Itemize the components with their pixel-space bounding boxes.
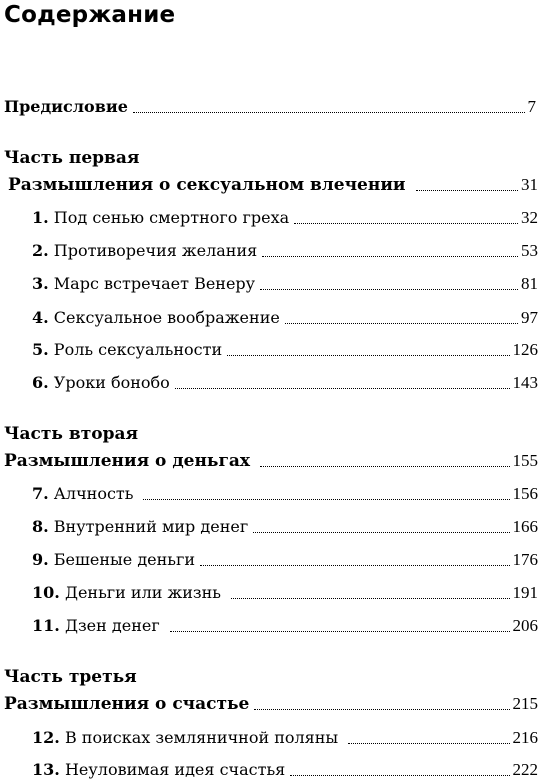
page-number: 156: [512, 484, 538, 503]
dot-leader: [170, 630, 510, 632]
chapter-number: 7.: [32, 484, 49, 503]
dot-leader: [290, 774, 509, 776]
entry-title: [32, 616, 160, 635]
page-number: 32: [521, 208, 538, 227]
entry-title: [32, 484, 133, 503]
dot-leader: [175, 387, 510, 389]
chapter-number: 3.: [32, 274, 49, 293]
dot-leader: [260, 288, 518, 290]
toc-entry-chapter[interactable]: [0, 616, 544, 638]
chapter-number: 9.: [32, 550, 49, 569]
toc-entry-part[interactable]: [0, 175, 544, 197]
dot-leader: [227, 354, 509, 356]
entry-title: [32, 583, 221, 602]
dot-leader: [294, 222, 518, 224]
part-heading: Часть вторая: [4, 424, 139, 444]
toc-entry-chapter[interactable]: [0, 241, 544, 263]
toc-entry-chapter[interactable]: [0, 308, 544, 330]
page-number: 166: [512, 517, 538, 536]
dot-leader: [348, 742, 509, 744]
entry-title: [32, 373, 170, 392]
chapter-title: Внутренний мир денег: [53, 517, 249, 536]
chapter-title: Дзен денег: [64, 616, 160, 635]
entry-title: Размышления о счастье: [4, 694, 250, 714]
chapter-title: Деньги или жизнь: [64, 583, 221, 602]
toc-entry-part[interactable]: [0, 694, 544, 716]
entry-title: [32, 208, 289, 227]
page-number: 215: [512, 694, 538, 713]
page-title: Содержание: [4, 2, 176, 28]
toc-entry-part[interactable]: [0, 451, 544, 473]
page-number: 176: [512, 550, 538, 569]
chapter-number: 6.: [32, 373, 49, 392]
dot-leader: [200, 564, 509, 566]
dot-leader: [416, 189, 518, 191]
entry-title: [32, 550, 195, 569]
chapter-number: 1.: [32, 208, 49, 227]
page-number: 216: [512, 728, 538, 747]
toc-entry-chapter[interactable]: [0, 517, 544, 539]
chapter-number: 12.: [32, 728, 60, 747]
chapter-title: Под сенью смертного греха: [53, 208, 290, 227]
toc-entry-chapter[interactable]: [0, 550, 544, 572]
dot-leader: [262, 255, 518, 257]
page-number: 7: [527, 97, 536, 116]
toc-entry-chapter[interactable]: [0, 208, 544, 230]
dot-leader: [133, 111, 525, 113]
dot-leader: [231, 597, 510, 599]
entry-title: [32, 274, 255, 293]
page-number: 206: [512, 616, 538, 635]
part-heading: Часть первая: [4, 148, 140, 168]
entry-title: [32, 241, 257, 260]
dot-leader: [260, 465, 509, 467]
chapter-number: 4.: [32, 308, 49, 327]
chapter-number: 8.: [32, 517, 49, 536]
entry-title: Размышления о деньгах: [4, 451, 251, 471]
page-number: 81: [521, 274, 538, 293]
chapter-number: 2.: [32, 241, 49, 260]
entry-title: [32, 340, 222, 359]
dot-leader: [285, 322, 518, 324]
entry-title: [32, 517, 248, 536]
chapter-title: Бешеные деньги: [53, 550, 196, 569]
chapter-title: Уроки бонобо: [53, 373, 170, 392]
chapter-title: Неуловимая идея счастья: [64, 760, 286, 779]
page-number: 53: [521, 241, 538, 260]
toc-entry-chapter[interactable]: [0, 274, 544, 296]
entry-title: [32, 308, 280, 327]
entry-title: [32, 728, 338, 747]
chapter-number: 10.: [32, 583, 60, 602]
toc-entry-preface[interactable]: [0, 97, 544, 119]
page-number: 126: [512, 340, 538, 359]
chapter-number: 11.: [32, 616, 60, 635]
page-number: 191: [512, 583, 538, 602]
dot-leader: [253, 531, 509, 533]
chapter-number: 13.: [32, 760, 60, 779]
page-number: 31: [521, 175, 538, 194]
toc-entry-chapter[interactable]: [0, 728, 544, 750]
entry-title: [32, 760, 285, 779]
chapter-title: Марс встречает Венеру: [53, 274, 256, 293]
page-number: 155: [512, 451, 538, 470]
dot-leader: [254, 708, 509, 710]
toc-entry-chapter[interactable]: [0, 484, 544, 506]
toc-entry-chapter[interactable]: [0, 373, 544, 395]
chapter-title: В поисках земляничной поляны: [64, 728, 339, 747]
chapter-title: Сексуальное воображение: [53, 308, 280, 327]
entry-title: Предисловие: [4, 97, 128, 116]
page-number: 222: [512, 760, 538, 779]
page-number: 143: [512, 373, 538, 392]
page-number: 97: [521, 308, 538, 327]
toc-entry-chapter[interactable]: [0, 340, 544, 362]
part-heading: Часть третья: [4, 667, 137, 687]
toc-entry-chapter[interactable]: [0, 760, 544, 782]
entry-title: Размышления о сексуальном влечении: [8, 175, 406, 195]
toc-entry-chapter[interactable]: [0, 583, 544, 605]
dot-leader: [143, 498, 509, 500]
chapter-title: Алчность: [53, 484, 134, 503]
chapter-title: Противоречия желания: [53, 241, 258, 260]
chapter-title: Роль сексуальности: [53, 340, 223, 359]
chapter-number: 5.: [32, 340, 49, 359]
